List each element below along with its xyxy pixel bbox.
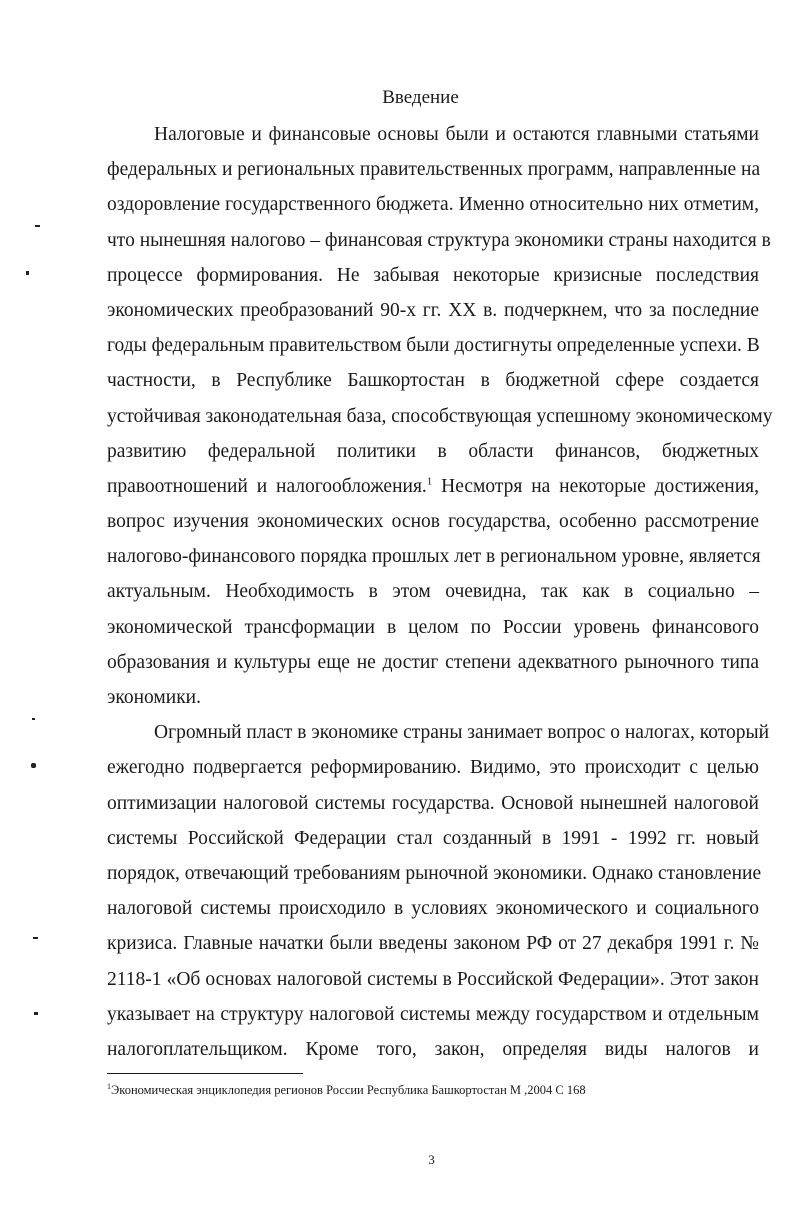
text-line: что нынешняя налогово – финансовая структура экономики страны находится в — [107, 229, 771, 251]
text-line: оптимизации налоговой системы государства. Основой нынешней налоговой — [107, 792, 759, 814]
footnote-reference: 1 — [426, 475, 433, 488]
text-fragment: Несмотря на некоторые достижения, — [432, 475, 759, 497]
text-line: процессе формирования. Не забывая некоторые кризисные последствия — [107, 264, 759, 286]
scan-artifact — [35, 225, 40, 227]
text-line: ежегодно подвергается реформированию. Видимо, это происходит с целью — [107, 757, 759, 779]
text-line-with-footnote — [107, 469, 759, 504]
page-number: 3 — [428, 1152, 435, 1167]
text-line: экономических преобразований 90-х гг. XX в. подчеркнем, что за последние — [107, 299, 759, 321]
text-line: экономики. — [107, 687, 201, 708]
text-line: налоговой системы происходило в условиях экономического и социального — [107, 898, 759, 920]
text-line: частности, в Республике Башкортостан в бюджетной сфере создается — [107, 370, 759, 392]
body-text — [107, 117, 773, 1067]
text-line: вопрос изучения экономических основ государства, особенно рассмотрение — [107, 511, 759, 533]
text-line: образования и культуры еще не достиг степени адекватного рыночного типа — [107, 651, 759, 673]
scan-artifact — [34, 1012, 38, 1015]
text-line: указывает на структуру налоговой системы между государством и отдельным — [107, 1003, 759, 1025]
footnote — [107, 1082, 586, 1098]
text-line: порядок, отвечающий требованиям рыночной экономики. Однако становление — [107, 862, 762, 884]
text-line: Налоговые и финансовые основы были и остаются главными статьями — [154, 124, 759, 145]
text-line: Огромный пласт в экономике страны занимает вопрос о налогах, который — [154, 722, 770, 744]
scan-artifact — [31, 763, 36, 768]
text-fragment: правоотношений и налогообложения. — [107, 475, 427, 497]
text-line: налогоплательщиком. Кроме того, закон, определяя виды налогов и — [107, 1038, 759, 1060]
text-line: 2118-1 «Об основах налоговой системы в Российской Федерации». Этот закон — [107, 968, 759, 990]
footnote-separator — [107, 1073, 303, 1074]
text-line: кризиса. Главные начатки были введены законом РФ от 27 декабря 1991 г. № — [107, 933, 759, 955]
scan-artifact — [26, 271, 29, 275]
text-line: федеральных и региональных правительственных программ, направленные на — [107, 159, 761, 181]
footnote-text: Экономическая энциклопедия регионов России Республика Башкортостан М ,2004 С 168 — [111, 1083, 586, 1097]
scan-artifact — [33, 937, 38, 939]
text-line: актуальным. Необходимость в этом очевидна, так как в социально – — [107, 581, 759, 603]
text-line: экономической трансформации в целом по России уровень финансового — [107, 616, 759, 638]
footnote-number: 1 — [107, 1081, 111, 1091]
page-title: Введение — [382, 87, 459, 108]
text-line: системы Российской Федерации стал созданный в 1991 - 1992 гг. новый — [107, 827, 759, 849]
text-line: налогово-финансового порядка прошлых лет в региональном уровне, является — [107, 546, 761, 568]
text-line: оздоровление государственного бюджета. Именно относительно них отметим, — [107, 194, 759, 216]
text-line: устойчивая законодательная база, способствующая успешному экономическому — [107, 405, 773, 427]
text-line: годы федеральным правительством были достигнуты определенные успехи. В — [107, 335, 760, 357]
text-line: развитию федеральной политики в области финансов, бюджетных — [107, 440, 759, 462]
scan-artifact — [32, 718, 35, 720]
